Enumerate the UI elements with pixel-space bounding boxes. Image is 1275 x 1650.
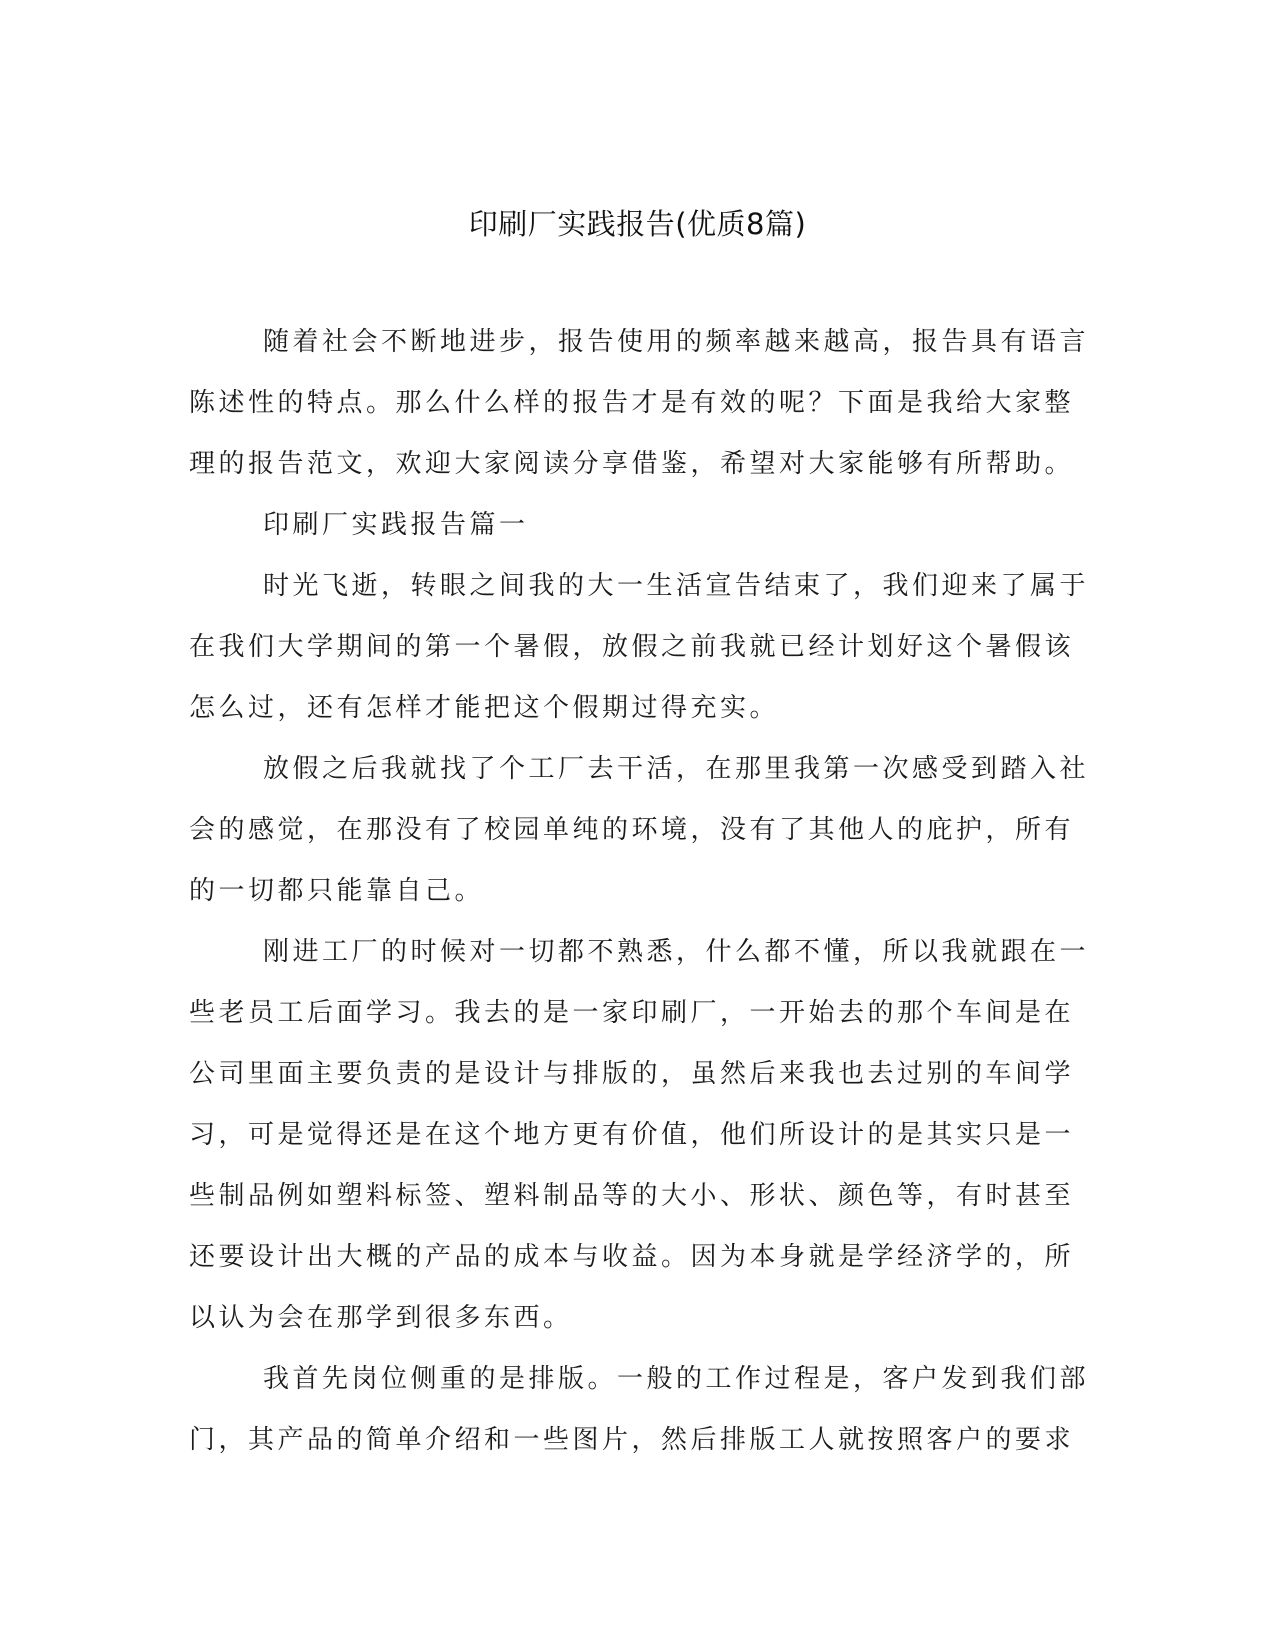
body-text-line: 会的感觉，在那没有了校园单纯的环境，没有了其他人的庇护，所有 [189, 815, 1075, 845]
body-text-line: 随着社会不断地进步，报告使用的频率越来越高，报告具有语言 [263, 327, 1090, 357]
body-text-line: 些老员工后面学习。我去的是一家印刷厂，一开始去的那个车间是在 [189, 998, 1075, 1028]
document-body [189, 323, 1090, 1482]
document-title: 印刷厂实践报告(优质8篇) [468, 207, 807, 241]
body-text-line: 门，其产品的简单介绍和一些图片，然后排版工人就按照客户的要求 [189, 1425, 1075, 1455]
body-text-line: 刚进工厂的时候对一切都不熟悉，什么都不懂，所以我就跟在一 [263, 937, 1090, 967]
body-text-line: 还要设计出大概的产品的成本与收益。因为本身就是学经济学的，所 [189, 1242, 1075, 1272]
body-text-line: 的一切都只能靠自己。 [189, 876, 485, 906]
body-text-line: 印刷厂实践报告篇一 [263, 510, 529, 540]
body-text-line: 公司里面主要负责的是设计与排版的，虽然后来我也去过别的车间学 [189, 1059, 1075, 1089]
body-text-line: 放假之后我就找了个工厂去干活，在那里我第一次感受到踏入社 [263, 754, 1090, 784]
body-text-line: 些制品例如塑料标签、塑料制品等的大小、形状、颜色等，有时甚至 [189, 1181, 1075, 1211]
body-text-line: 陈述性的特点。那么什么样的报告才是有效的呢？下面是我给大家整 [189, 388, 1075, 418]
body-text-line: 在我们大学期间的第一个暑假，放假之前我就已经计划好这个暑假该 [189, 632, 1075, 662]
body-text-line: 理的报告范文，欢迎大家阅读分享借鉴，希望对大家能够有所帮助。 [189, 449, 1075, 479]
body-text-line: 怎么过，还有怎样才能把这个假期过得充实。 [189, 693, 780, 723]
body-text-line: 我首先岗位侧重的是排版。一般的工作过程是，客户发到我们部 [263, 1364, 1090, 1394]
body-text-line: 以认为会在那学到很多东西。 [189, 1303, 573, 1333]
body-text-line: 时光飞逝，转眼之间我的大一生活宣告结束了，我们迎来了属于 [263, 571, 1090, 601]
body-text-line: 习，可是觉得还是在这个地方更有价值，他们所设计的是其实只是一 [189, 1120, 1075, 1150]
